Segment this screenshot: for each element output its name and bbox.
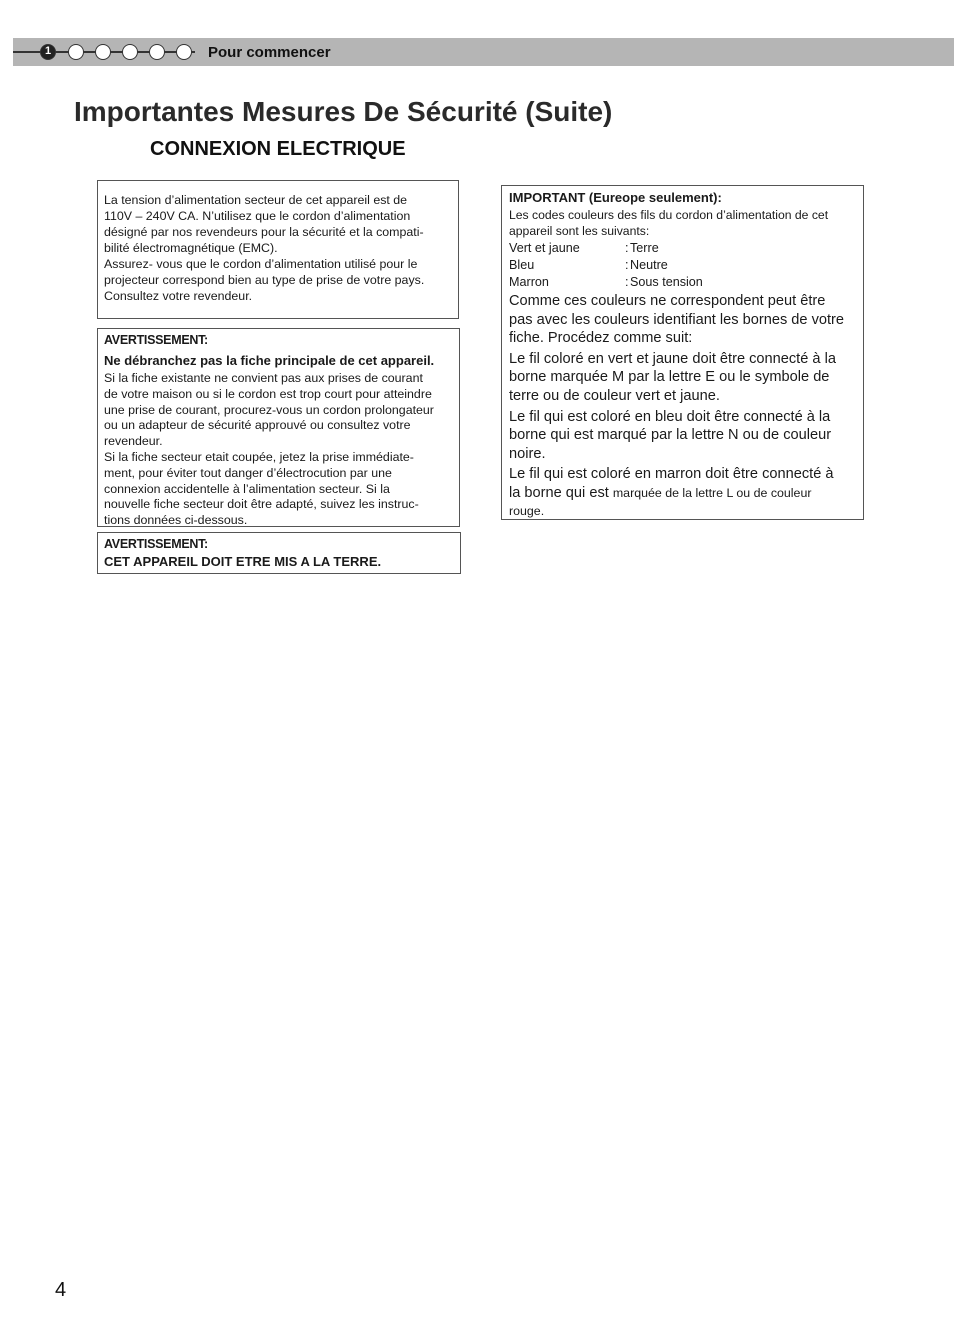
- para-line: borne marquée M par la lettre E ou le symbole de: [509, 369, 830, 386]
- para-line: fiche. Procédez comme suit:: [509, 330, 693, 347]
- section-label: Pour commencer: [208, 44, 331, 61]
- para-line: pas avec les couleurs identifiant les bornes de votre: [509, 311, 845, 328]
- color-separator: :: [625, 275, 629, 289]
- color-code-list: [509, 240, 856, 291]
- para-line: borne qui est marqué par la lettre N ou de couleur: [509, 427, 832, 444]
- warning-line: ou un adapteur de sécurité approuvé ou consultez votre: [104, 418, 411, 433]
- warning-heading: AVERTISSEMENT:: [104, 333, 208, 347]
- step-indicator-4: [122, 44, 138, 60]
- warning-line: Si la fiche existante ne convient pas aux prises de courant: [104, 371, 423, 385]
- para-span: marquée de la lettre L ou de couleur: [612, 485, 812, 500]
- important-intro: [509, 207, 856, 239]
- warning-box-unplug: [97, 328, 460, 527]
- voltage-line: La tension d’alimentation secteur de cet appareil est de: [104, 193, 408, 207]
- para-line: Le fil coloré en vert et jaune doit être connecté à la: [509, 350, 836, 367]
- warning-line: une prise de courant, procurez-vous un cordon prolongateur: [104, 402, 434, 417]
- warning-box-earth: [97, 532, 461, 574]
- warning-line: connexion accidentelle à l’alimentation secteur. Si la: [104, 481, 390, 496]
- step-indicator-2: [68, 44, 84, 60]
- color-meaning: Terre: [630, 241, 659, 255]
- warning-text: [104, 371, 453, 529]
- warning-subheading: Ne débranchez pas la fiche principale de cet appareil.: [104, 353, 435, 368]
- important-color-codes-box: [501, 185, 864, 520]
- warning-earth-text: CET APPAREIL DOIT ETRE MIS A LA TERRE.: [104, 554, 382, 569]
- voltage-line: 110V – 240V CA. N’utilisez que le cordon d’alimentation: [104, 209, 411, 223]
- color-code-row: [509, 257, 856, 274]
- para-line: [509, 484, 856, 503]
- para-line: rouge.: [509, 503, 545, 518]
- warning-line: de votre maison ou si le cordon est trop court pour atteindre: [104, 386, 432, 401]
- step-indicator-5: [149, 44, 165, 60]
- voltage-line: bilité électromagnétique (EMC).: [104, 241, 278, 255]
- warning-line: tions données ci-dessous.: [104, 513, 248, 528]
- voltage-text: [104, 192, 452, 304]
- intro-line: Les codes couleurs des fils du cordon d’alimentation de cet: [509, 208, 829, 222]
- warning-line: nouvelle fiche secteur doit être adapté, suivez les instruc-: [104, 497, 419, 512]
- intro-line: appareil sont les suivants:: [509, 224, 650, 238]
- voltage-line: Consultez votre revendeur.: [104, 289, 253, 303]
- para-line: noire.: [509, 445, 546, 462]
- color-code-row: [509, 274, 856, 291]
- color-meaning: Neutre: [630, 258, 668, 272]
- voltage-info-box: [97, 180, 459, 319]
- page-number: 4: [55, 1279, 67, 1301]
- important-heading: IMPORTANT (Eureope seulement):: [509, 190, 722, 205]
- color-meaning: Sous tension: [630, 275, 703, 289]
- para-span: la borne qui est: [509, 484, 609, 501]
- page-title: Importantes Mesures De Sécurité (Suite): [74, 96, 613, 127]
- instruction-para-4: [509, 465, 856, 518]
- voltage-line: désigné par nos revendeurs pour la sécurité et la compati-: [104, 225, 424, 239]
- color-separator: :: [625, 241, 629, 255]
- warning-heading: AVERTISSEMENT:: [104, 537, 208, 551]
- color-separator: :: [625, 258, 629, 272]
- voltage-line: Assurez- vous que le cordon d’alimentation utilisé pour le: [104, 257, 418, 271]
- warning-line: revendeur.: [104, 434, 163, 449]
- para-line: Comme ces couleurs ne correspondent peut être: [509, 293, 826, 309]
- color-name: Vert et jaune: [509, 241, 580, 255]
- color-name: Marron: [509, 275, 549, 289]
- para-line: terre ou de couleur vert et jaune.: [509, 387, 720, 404]
- instruction-para-2: [509, 350, 856, 406]
- instruction-para-1: [509, 292, 856, 348]
- voltage-line: projecteur correspond bien au type de prise de votre pays.: [104, 273, 425, 287]
- warning-line: ment, pour éviter tout danger d’électrocution par une: [104, 465, 392, 480]
- step-indicator-3: [95, 44, 111, 60]
- warning-line: Si la fiche secteur etait coupée, jetez la prise immédiate-: [104, 449, 414, 464]
- instruction-para-3: [509, 408, 856, 464]
- para-line: Le fil qui est coloré en marron doit être connecté à: [509, 466, 834, 483]
- step-indicator-active: 1: [40, 44, 56, 60]
- color-name: Bleu: [509, 258, 535, 272]
- para-line: Le fil qui est coloré en bleu doit être connecté à la: [509, 408, 831, 425]
- step-indicator-6: [176, 44, 192, 60]
- color-code-row: [509, 240, 856, 257]
- section-subtitle: CONNEXION ELECTRIQUE: [150, 138, 406, 160]
